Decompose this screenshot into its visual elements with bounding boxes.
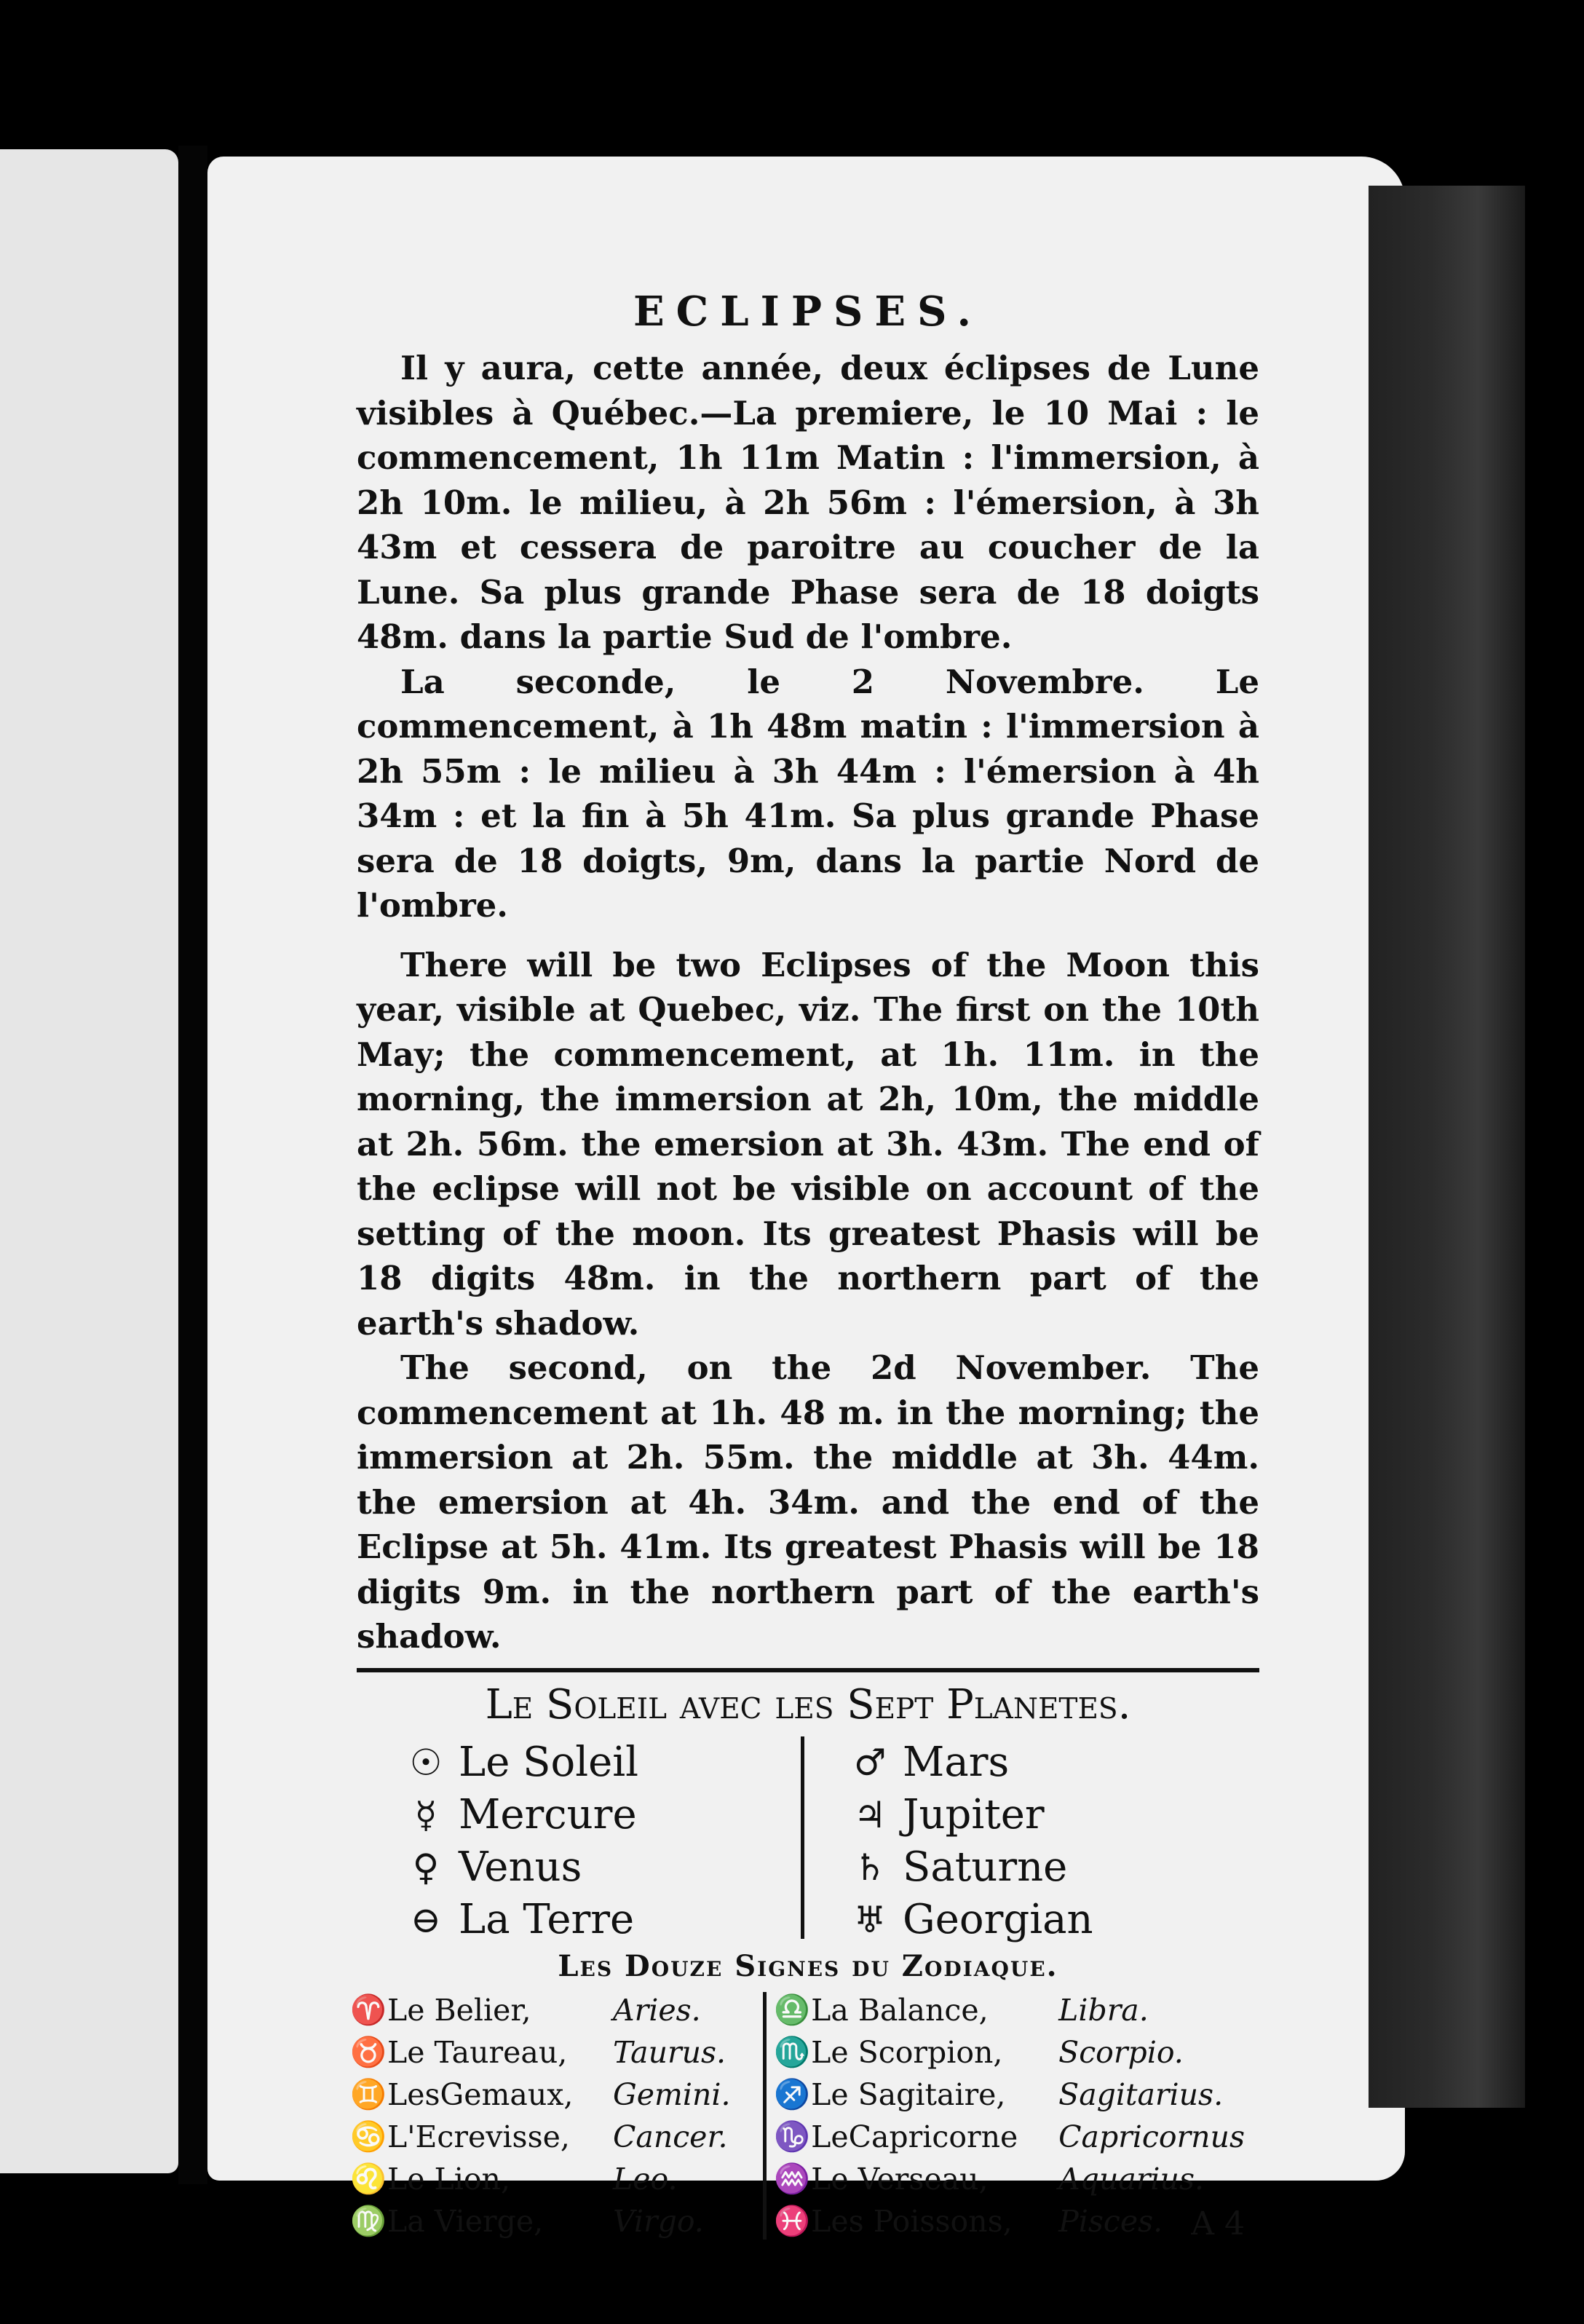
planets-table [393, 1736, 1106, 1946]
zodiac-french-name: Le Scorpion, [811, 2034, 1003, 2070]
english-paragraph-1: There will be two Eclipses of the Moon this year, visible at Quebec, viz. The first on the 10th May; the commencement, at 1h. 11m. in the morning, the immersion at 2h, 10m, the middle at 2h. 56m. the emersion at 3h. 43m. The end of the eclipse will not be visible on account of the setting of the moon. Its greatest Phasis will be 18 digits 48m. in the northern part of the earth's shadow. [357, 945, 1259, 1343]
gemini-symbol-icon: ♊ [350, 2078, 387, 2111]
zodiac-entry [756, 2158, 1245, 2200]
page-signature: A 4 [1191, 2205, 1245, 2242]
zodiac-french-name: La Balance, [811, 1992, 989, 2028]
aries-symbol-icon: ♈ [350, 1993, 387, 2027]
planet-name: La Terre [459, 1896, 635, 1943]
jupiter-symbol-icon: ♃ [853, 1793, 887, 1836]
zodiac-latin-name: Scorpio. [1058, 2034, 1184, 2070]
zodiac-entry [349, 2200, 756, 2242]
zodiac-table [349, 1989, 1245, 2242]
running-title: ECLIPSES. [633, 288, 983, 336]
planet-entry [393, 1841, 750, 1894]
planets-right-column [750, 1736, 1106, 1946]
planets-left-column [393, 1736, 750, 1946]
french-paragraph-1: Il y aura, cette année, deux éclipses de Lune visibles à Québec.—La premiere, le 10 Mai : le commencement, 1h 11m Matin : l'immersion, à 2h 10m. le milieu, à 2h 56m : l'émersion, à 3h 43m et cessera de paroitre au coucher de la Lune. Sa plus grande Phase sera de 18 doigts 48m. dans la partie Sud de l'ombre. [357, 349, 1259, 656]
facing-page-edge [0, 149, 178, 2173]
french-paragraph-2: La seconde, le 2 Novembre. Le commencement, à 1h 48m matin : l'immersion à 2h 55m : le milieu à 3h 44m : l'émersion à 4h 34m : et la fin à 5h 41m. Sa plus grande Phase sera de 18 doigts, 9m, dans la partie Nord de l'ombre. [357, 662, 1259, 925]
zodiac-french-name: Les Poissons, [811, 2203, 1013, 2239]
sun-symbol-icon: ☉ [409, 1741, 443, 1784]
zodiac-entry [756, 2116, 1245, 2158]
planet-name: Saturne [903, 1843, 1068, 1891]
taurus-symbol-icon: ♉ [350, 2036, 387, 2069]
libra-symbol-icon: ♎ [774, 1993, 811, 2027]
planets-heading: Le Soleil avec les Sept Planetes. [485, 1680, 1131, 1728]
zodiac-french-name: Le Lion, [387, 2161, 510, 2197]
zodiac-latin-name: Pisces. [1058, 2203, 1163, 2239]
mars-symbol-icon: ♂ [853, 1741, 887, 1784]
zodiac-latin-name: Gemini. [613, 2076, 731, 2112]
zodiac-latin-name: Aquarius. [1058, 2161, 1205, 2197]
zodiac-entry [349, 2116, 756, 2158]
zodiac-latin-name: Libra. [1058, 1992, 1149, 2028]
zodiac-latin-name: Sagitarius. [1058, 2076, 1224, 2112]
cancer-symbol-icon: ♋ [350, 2120, 387, 2154]
uranus-symbol-icon: ♅ [853, 1898, 887, 1941]
page-text [350, 288, 1259, 2242]
zodiac-french-name: Le Sagitaire, [811, 2076, 1006, 2112]
sagittarius-symbol-icon: ♐ [774, 2078, 811, 2111]
zodiac-latin-name: Leo. [613, 2161, 678, 2197]
zodiac-french-name: Le Taureau, [387, 2034, 568, 2070]
pisces-symbol-icon: ♓ [774, 2205, 811, 2238]
capricorn-symbol-icon: ♑ [774, 2120, 811, 2154]
mercury-symbol-icon: ☿ [414, 1793, 437, 1836]
zodiac-entry [756, 2031, 1245, 2074]
zodiac-heading: Les Douze Signes du Zodiaque. [558, 1948, 1058, 1983]
english-paragraph-2: The second, on the 2d November. The commencement at 1h. 48 m. in the morning; the immersion at 2h. 55m. the middle at 3h. 44m. the emersion at 4h. 34m. and the end of the Eclipse at 5h. 41m. Its greatest Phasis will be 18 digits 9m. in the northern part of the earth's shadow. [357, 1348, 1259, 1656]
planet-name: Venus [459, 1843, 582, 1891]
zodiac-entry [756, 1989, 1245, 2031]
zodiac-french-name: La Vierge, [387, 2203, 544, 2239]
zodiac-latin-name: Cancer. [613, 2119, 728, 2154]
zodiac-right-column [756, 1989, 1245, 2242]
section-rule [357, 1668, 1259, 1672]
planet-entry [837, 1736, 1106, 1789]
planet-name: Mars [903, 1739, 1010, 1786]
zodiac-entry [349, 2158, 756, 2200]
book-gutter [178, 146, 207, 2184]
zodiac-latin-name: Virgo. [613, 2203, 704, 2239]
book-fore-edge [1369, 186, 1525, 2108]
planet-name: Le Soleil [459, 1739, 639, 1786]
earth-symbol-icon: ⊖ [411, 1898, 441, 1941]
zodiac-latin-name: Taurus. [613, 2034, 726, 2070]
planet-entry [393, 1736, 750, 1789]
zodiac-french-name: LeCapricorne [811, 2119, 1018, 2154]
planet-entry [837, 1789, 1106, 1841]
planet-entry [837, 1894, 1106, 1946]
leo-symbol-icon: ♌ [350, 2162, 387, 2196]
zodiac-entry [349, 1989, 756, 2031]
aquarius-symbol-icon: ♒ [774, 2162, 811, 2196]
zodiac-left-column [349, 1989, 756, 2242]
planet-name: Jupiter [903, 1791, 1045, 1838]
saturn-symbol-icon: ♄ [853, 1846, 887, 1889]
virgo-symbol-icon: ♍ [350, 2205, 387, 2238]
zodiac-french-name: Le Belier, [387, 1992, 531, 2028]
zodiac-entry [349, 2031, 756, 2074]
zodiac-latin-name: Capricornus [1058, 2119, 1245, 2154]
zodiac-french-name: LesGemaux, [387, 2076, 574, 2112]
zodiac-french-name: Le Verseau, [811, 2161, 989, 2197]
scorpio-symbol-icon: ♏ [774, 2036, 811, 2069]
planet-name: Georgian [903, 1896, 1093, 1943]
zodiac-entry [349, 2074, 756, 2116]
zodiac-french-name: L'Ecrevisse, [387, 2119, 570, 2154]
planet-entry [393, 1789, 750, 1841]
venus-symbol-icon: ♀ [412, 1846, 440, 1889]
zodiac-entry [756, 2200, 1245, 2242]
planet-entry [837, 1841, 1106, 1894]
zodiac-latin-name: Aries. [613, 1992, 701, 2028]
planet-entry [393, 1894, 750, 1946]
planet-name: Mercure [459, 1791, 637, 1838]
zodiac-entry [756, 2074, 1245, 2116]
